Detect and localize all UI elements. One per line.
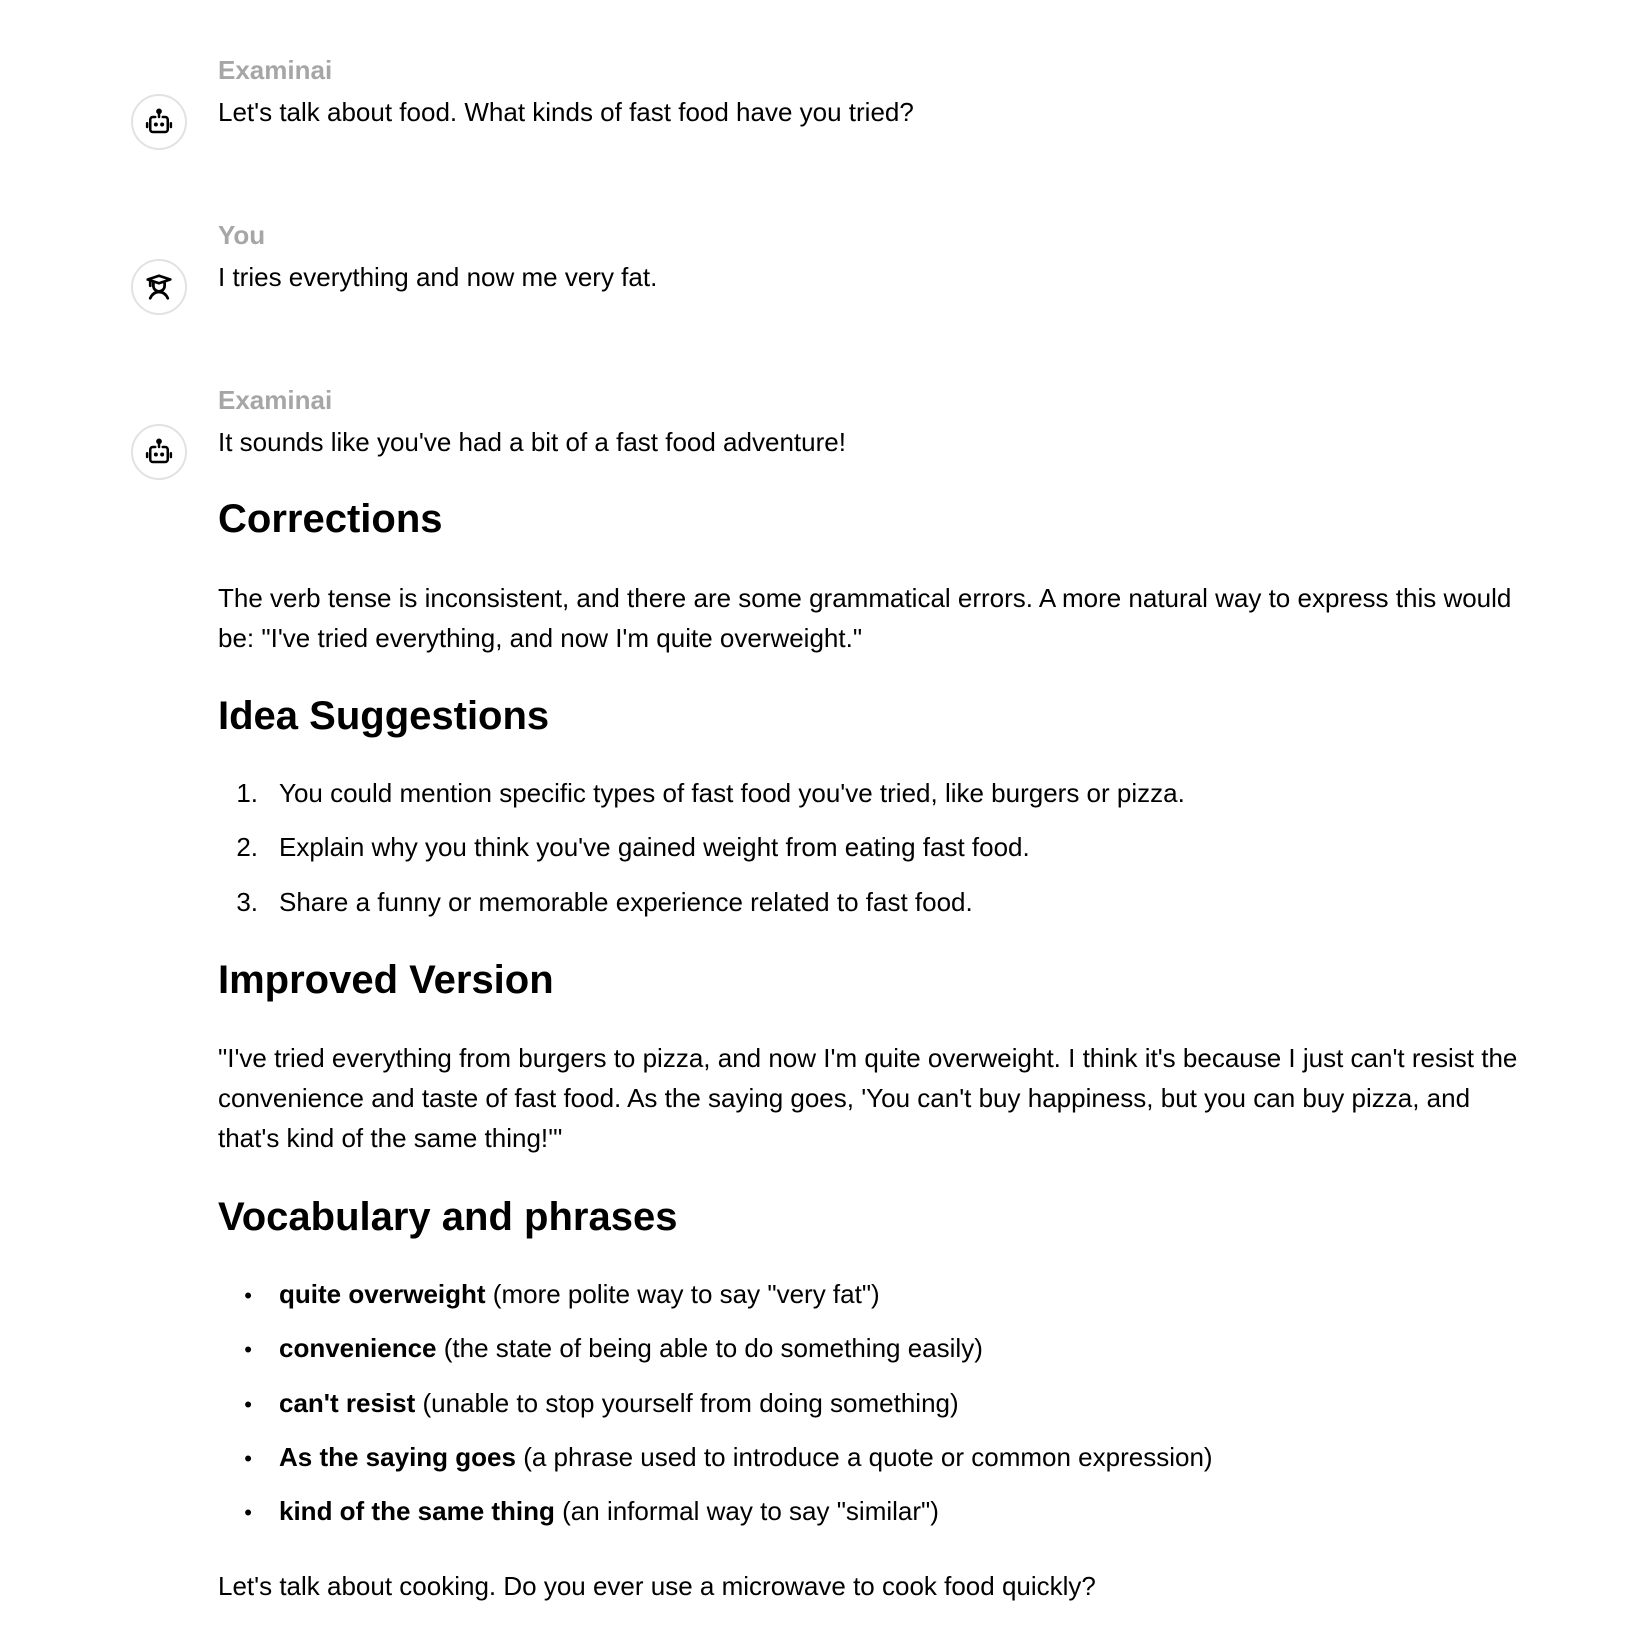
vocabulary-heading: Vocabulary and phrases [218,1195,678,1239]
sender-name: You [218,220,266,250]
list-item-text: Explain why you think you've gained weight from eating fast food. [279,832,1030,862]
vocab-item [218,1437,1213,1479]
student-icon [144,272,174,302]
idea-suggestions-heading: Idea Suggestions [218,694,550,738]
message-text: Let's talk about food. What kinds of fast food have you tried? [218,97,914,127]
avatar [131,259,187,315]
vocab-definition: (an informal way to say "similar") [554,1496,939,1526]
bullet: • [244,1500,252,1525]
improved-version-heading: Improved Version [218,958,554,1002]
vocab-item [218,1383,959,1425]
vocab-item [218,1274,880,1316]
vocab-item [218,1491,939,1533]
list-number: 3. [236,887,258,917]
improved-version-text: "I've tried everything from burgers to pizza, and now I'm quite overweight. I think it's because I just can't resist the convenience and taste of fast food. As the saying goes, 'You can't buy happiness, but you can buy pizza, and that's kind of the same thing!'" [218,1043,1518,1153]
list-item-text: Share a funny or memorable experience related to fast food. [279,887,973,917]
list-number: 2. [236,832,258,862]
corrections-text: The verb tense is inconsistent, and there are some grammatical errors. A more natural way to express this would be: "I've tried everything, and now I'm quite overweight." [218,583,1512,653]
vocab-term: As the saying goes [279,1442,516,1472]
avatar [131,94,187,150]
vocab-definition: (the state of being able to do something easily) [436,1333,983,1363]
sender-name: Examinai [218,55,333,85]
robot-icon [144,107,174,137]
vocab-definition: (unable to stop yourself from doing something) [415,1388,959,1418]
bullet: • [244,1337,252,1362]
message-text: I tries everything and now me very fat. [218,262,658,292]
avatar [131,424,187,480]
list-item [218,773,1185,813]
list-number: 1. [236,778,258,808]
sender-name: Examinai [218,385,333,415]
followup-question: Let's talk about cooking. Do you ever use a microwave to cook food quickly? [218,1571,1096,1601]
list-item [218,827,1030,867]
list-item [218,882,973,922]
vocab-term: can't resist [279,1388,416,1418]
vocab-term: kind of the same thing [279,1496,555,1526]
message-text: It sounds like you've had a bit of a fast food adventure! [218,427,846,457]
vocab-definition: (more polite way to say "very fat") [485,1279,880,1309]
vocab-term: convenience [279,1333,437,1363]
vocab-term: quite overweight [279,1279,486,1309]
bullet: • [244,1446,252,1471]
vocab-definition: (a phrase used to introduce a quote or common expression) [515,1442,1213,1472]
list-item-text: You could mention specific types of fast food you've tried, like burgers or pizza. [279,778,1185,808]
vocab-item [218,1328,983,1370]
robot-icon [144,437,174,467]
bullet: • [244,1283,252,1308]
bullet: • [244,1392,252,1417]
corrections-heading: Corrections [218,497,443,541]
